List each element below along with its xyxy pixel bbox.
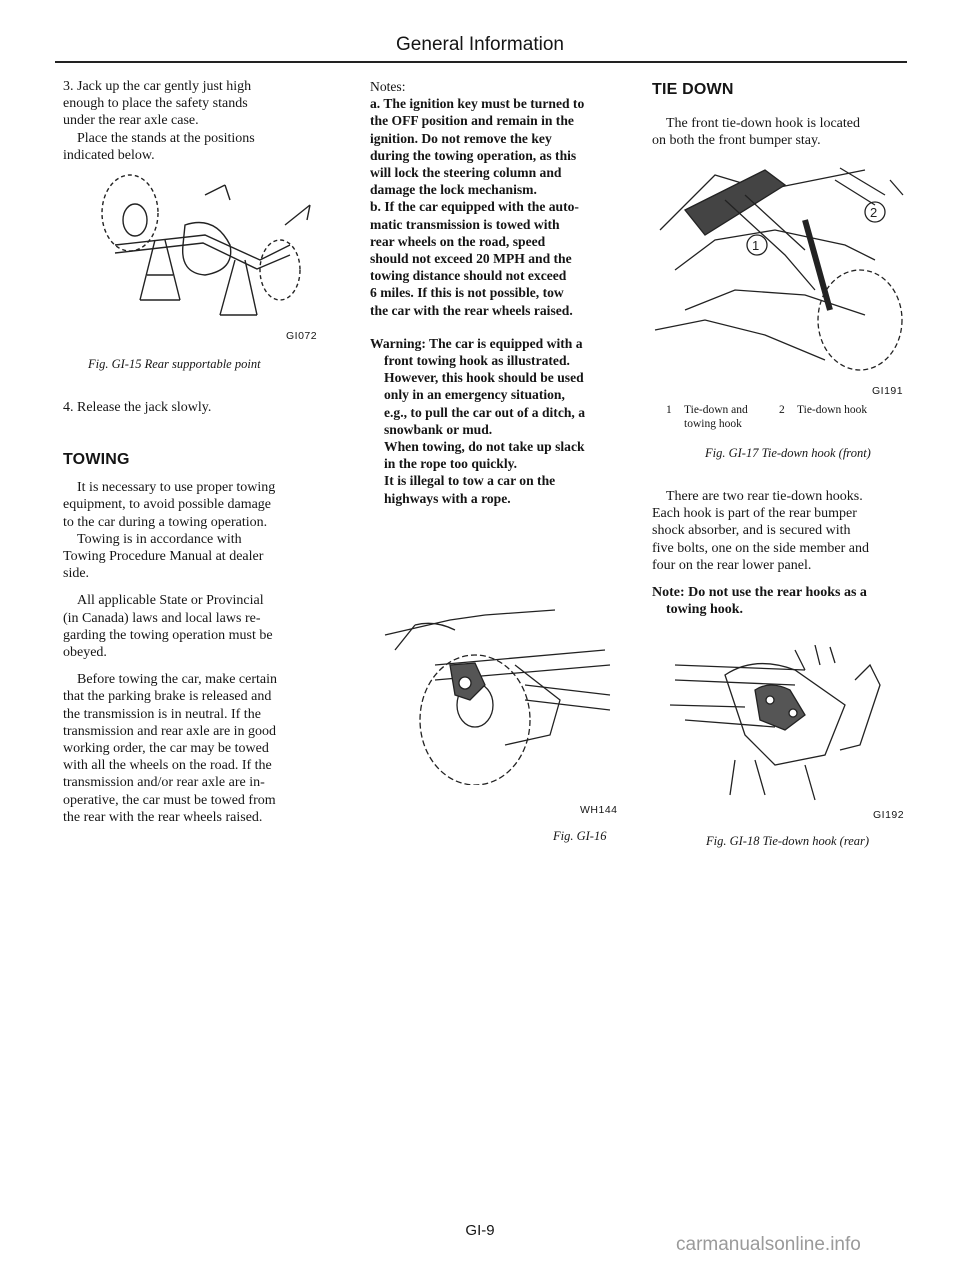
note-b-l6: 6 miles. If this is not possible, tow <box>370 285 564 301</box>
towing-p3-l4: obeyed. <box>63 645 107 661</box>
towing-p4-l2: that the parking brake is released and <box>63 689 272 705</box>
watermark: carmanualsonline.info <box>676 1234 861 1255</box>
warning-l6: snowbank or mud. <box>384 421 493 437</box>
right-column <box>652 81 912 150</box>
tiedown-p1-l2: on both the front bumper stay. <box>652 133 821 149</box>
fig16-code: WH144 <box>580 804 618 816</box>
towing-p4-l5: working order, the car may be towed <box>63 741 269 757</box>
bumper-stay <box>685 170 785 235</box>
warning-l8: in the rope too quickly. <box>384 456 518 472</box>
warning-l4: only in an emergency situation, <box>384 387 565 403</box>
page-number: GI-9 <box>465 1222 495 1239</box>
fig17-legend-1-l2: towing hook <box>684 418 742 430</box>
towing-p3-l1: All applicable State or Provincial <box>77 593 264 609</box>
note-a-l1: a. The ignition key must be turned to <box>370 96 585 112</box>
rear-support-illustration <box>85 165 315 325</box>
fig17-legend-2-num: 2 <box>779 404 785 416</box>
rear-tiedown-illustration <box>655 645 910 805</box>
towing-p4-l4: transmission and rear axle are in good <box>63 723 277 739</box>
towing-p2-l3: side. <box>63 566 90 582</box>
rear-note <box>652 584 914 618</box>
right-brake-drum <box>260 240 300 300</box>
page-header: General Information <box>396 34 564 55</box>
front-wheel <box>818 270 902 370</box>
warning-l2: front towing hook as illustrated. <box>384 353 570 369</box>
fig17-caption: Fig. GI-17 Tie-down hook (front) <box>705 446 871 460</box>
fig18-code: GI192 <box>873 809 905 821</box>
rear-p-l2: Each hook is part of the rear bumper <box>652 506 857 522</box>
towing-section <box>63 451 333 826</box>
towing-p1-l3: to the car during a towing operation. <box>63 514 268 530</box>
towing-p2-l1: Towing is in accordance with <box>77 531 242 547</box>
svg-text:2: 2 <box>870 205 878 220</box>
note-b <box>370 198 630 318</box>
fig17-legend-1-l1: Tie-down and <box>684 404 748 416</box>
rear-hook <box>755 685 805 730</box>
note-b-l1: b. If the car equipped with the auto- <box>370 199 579 215</box>
warning-l7: When towing, do not take up slack <box>384 439 585 455</box>
towing-p1-l2: equipment, to avoid possible damage <box>63 497 272 513</box>
towing-p3-l3: garding the towing operation must be <box>63 627 273 643</box>
note-b-l4: should not exceed 20 MPH and the <box>370 251 572 267</box>
towing-p4-l6: with all the wheels on the road. If the <box>63 758 272 774</box>
step3-line3: under the rear axle case. <box>63 113 199 129</box>
towing-heading: TOWING <box>63 451 130 468</box>
left-brake-drum <box>102 175 158 251</box>
differential <box>183 223 231 276</box>
towing-p3-l2: (in Canada) laws and local laws re- <box>63 610 261 626</box>
fig16-caption: Fig. GI-16 <box>553 829 607 843</box>
towing-p1-l1: It is necessary to use proper towing <box>77 480 276 496</box>
note-a-l6: damage the lock mechanism. <box>370 182 537 198</box>
towing-p4-l8: operative, the car must be towed from <box>63 792 276 808</box>
note-b-l7: the car with the rear wheels raised. <box>370 302 573 318</box>
rear-note-l1: Note: Do not use the rear hooks as a <box>652 585 867 601</box>
tiedown-p1-l1: The front tie-down hook is located <box>666 116 861 132</box>
note-a-l4: during the towing operation, as this <box>370 147 577 163</box>
front-towing-hook-illustration <box>375 605 625 785</box>
rear-p-l3: shock absorber, and is secured with <box>652 523 851 539</box>
header-rule <box>55 61 907 63</box>
note-a-l3: ignition. Do not remove the key <box>370 130 552 146</box>
note-a <box>370 95 630 198</box>
step3-line5: indicated below. <box>63 147 155 163</box>
svg-text:1: 1 <box>752 238 760 253</box>
towing-p2-l2: Towing Procedure Manual at dealer <box>63 549 264 565</box>
fig15-caption: Fig. GI-15 Rear supportable point <box>88 357 261 371</box>
fig17-legend-1 <box>684 403 748 431</box>
left-column-lower <box>63 399 333 416</box>
warning-l10: highways with a rope. <box>384 490 511 506</box>
notes-label: Notes: <box>370 79 406 94</box>
rear-note-l2: towing hook. <box>666 602 744 618</box>
note-b-l2: matic transmission is towed with <box>370 216 560 232</box>
step3-line4: Place the stands at the positions <box>77 130 255 146</box>
note-a-l5: will lock the steering column and <box>370 165 562 181</box>
towing-p4-l7: transmission and/or rear axle are in- <box>63 775 265 791</box>
step3-line1: 3. Jack up the car gently just high <box>63 79 252 94</box>
step3-line2: enough to place the safety stands <box>63 96 248 112</box>
warning-l5: e.g., to pull the car out of a ditch, a <box>384 404 586 420</box>
warning-block <box>370 335 630 507</box>
rear-tiedown-text <box>652 488 914 618</box>
warning-l1: Warning: The car is equipped with a <box>370 335 583 351</box>
rear-p-l5: four on the rear lower panel. <box>652 557 812 573</box>
fig17-legend-1-num: 1 <box>666 404 672 416</box>
rear-p-l4: five bolts, one on the side member and <box>652 540 869 556</box>
fig18-caption: Fig. GI-18 Tie-down hook (rear) <box>706 834 870 848</box>
note-a-l2: the OFF position and remain in the <box>370 113 574 129</box>
fig17-code: GI191 <box>872 385 904 397</box>
right-stand <box>220 260 257 315</box>
axle-housing <box>115 235 290 260</box>
towing-p4-l1: Before towing the car, make certain <box>77 672 278 688</box>
left-column <box>63 78 333 164</box>
middle-column <box>370 78 630 507</box>
note-b-l3: rear wheels on the road, speed <box>370 233 546 249</box>
warning-l9: It is illegal to tow a car on the <box>384 473 556 489</box>
step4: 4. Release the jack slowly. <box>63 400 212 415</box>
note-b-l5: towing distance should not exceed <box>370 268 567 284</box>
front-tiedown-illustration <box>645 160 907 378</box>
fig17-legend-2: Tie-down hook <box>797 404 868 416</box>
tiedown-heading: TIE DOWN <box>652 81 734 98</box>
warning-l3: However, this hook should be used <box>384 370 584 386</box>
towing-p4-l3: the transmission is in neutral. If the <box>63 706 261 722</box>
towing-p4-l9: the rear with the rear wheels raised. <box>63 809 263 825</box>
fig15-code: GI072 <box>286 330 318 342</box>
rear-p-l1: There are two rear tie-down hooks. <box>666 489 863 504</box>
